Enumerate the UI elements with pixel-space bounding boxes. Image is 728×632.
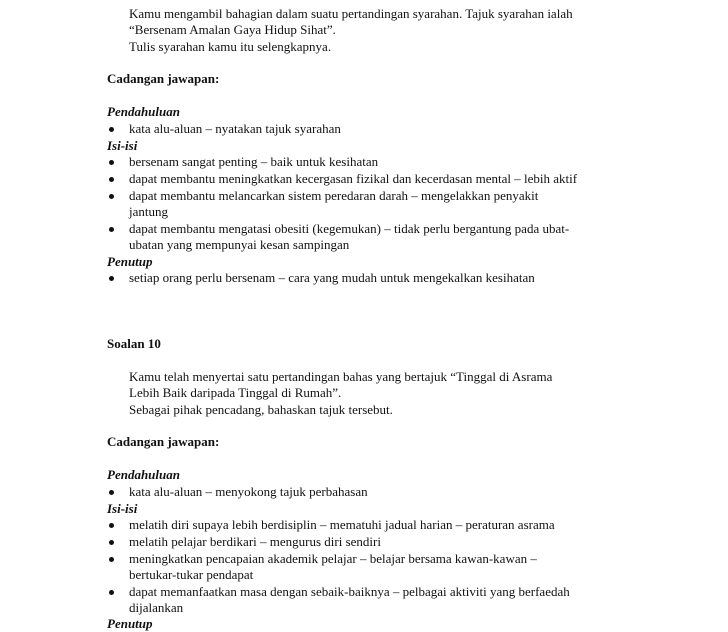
q10-isi-item-1: melatih diri supaya lebih berdisiplin – mematuhi jadual harian – peraturan asrama	[129, 517, 555, 532]
q9-isi-item-4-line-1: dapat membantu mengatasi obesiti (kegemukan) – tidak perlu bergantung pada ubat-	[129, 221, 570, 236]
q9-isi-item-1: bersenam sangat penting – baik untuk kesihatan	[129, 154, 379, 169]
q9-isi-heading: Isi-isi	[107, 138, 138, 153]
q10-prompt-line-1: Kamu telah menyertai satu pertandingan bahas yang bertajuk “Tinggal di Asrama	[129, 369, 553, 384]
bullet-icon	[109, 177, 114, 182]
q9-prompt-line-2: “Bersenam Amalan Gaya Hidup Sihat”.	[129, 22, 336, 37]
q10-title: Soalan 10	[107, 336, 161, 351]
q10-prompt-line-3: Sebagai pihak pencadang, bahaskan tajuk tersebut.	[129, 402, 393, 417]
bullet-icon	[109, 590, 114, 595]
q10-isi-item-3-line-2: bertukar-tukar pendapat	[129, 567, 254, 582]
q9-prompt-line-1: Kamu mengambil bahagian dalam suatu pertandingan syarahan. Tajuk syarahan ialah	[129, 6, 573, 21]
bullet-icon	[109, 557, 114, 562]
q9-prompt-line-3: Tulis syarahan kamu itu selengkapnya.	[129, 39, 332, 54]
bullet-icon	[109, 194, 114, 199]
q9-pendahuluan-heading: Pendahuluan	[107, 104, 180, 119]
q9-penutup-item: setiap orang perlu bersenam – cara yang mudah untuk mengekalkan kesihatan	[129, 270, 535, 285]
q9-answer-heading: Cadangan jawapan:	[107, 71, 220, 86]
bullet-icon	[109, 227, 114, 232]
q10-isi-item-4-line-1: dapat memanfaatkan masa dengan sebaik-baiknya – pelbagai aktiviti yang berfaedah	[129, 584, 570, 599]
bullet-icon	[109, 160, 114, 165]
q10-answer-heading: Cadangan jawapan:	[107, 434, 220, 449]
q9-isi-item-3-line-2: jantung	[129, 204, 168, 219]
bullet-icon	[109, 127, 114, 132]
bullet-icon	[109, 490, 114, 495]
q10-pendahuluan-item: kata alu-aluan – menyokong tajuk perbahasan	[129, 484, 368, 499]
q10-penutup-heading: Penutup	[107, 616, 153, 631]
q10-isi-item-3-line-1: meningkatkan pencapaian akademik pelajar – belajar bersama kawan-kawan –	[129, 551, 537, 566]
q9-penutup-heading: Penutup	[107, 254, 153, 269]
q9-isi-item-4-line-2: ubatan yang mempunyai kesan sampingan	[129, 237, 350, 252]
q10-isi-item-2: melatih pelajar berdikari – mengurus diri sendiri	[129, 534, 381, 549]
q9-pendahuluan-item: kata alu-aluan – nyatakan tajuk syarahan	[129, 121, 341, 136]
bullet-icon	[109, 523, 114, 528]
q10-pendahuluan-heading: Pendahuluan	[107, 467, 180, 482]
q9-isi-item-2: dapat membantu meningkatkan kecergasan fizikal dan kecerdasan mental – lebih aktif	[129, 171, 578, 186]
q9-isi-item-3-line-1: dapat membantu melancarkan sistem peredaran darah – mengelakkan penyakit	[129, 188, 539, 203]
q10-isi-item-4-line-2: dijalankan	[129, 600, 184, 615]
q10-isi-heading: Isi-isi	[107, 501, 138, 516]
bullet-icon	[109, 540, 114, 545]
bullet-icon	[109, 276, 114, 281]
q10-prompt-line-2: Lebih Baik daripada Tinggal di Rumah”.	[129, 385, 342, 400]
